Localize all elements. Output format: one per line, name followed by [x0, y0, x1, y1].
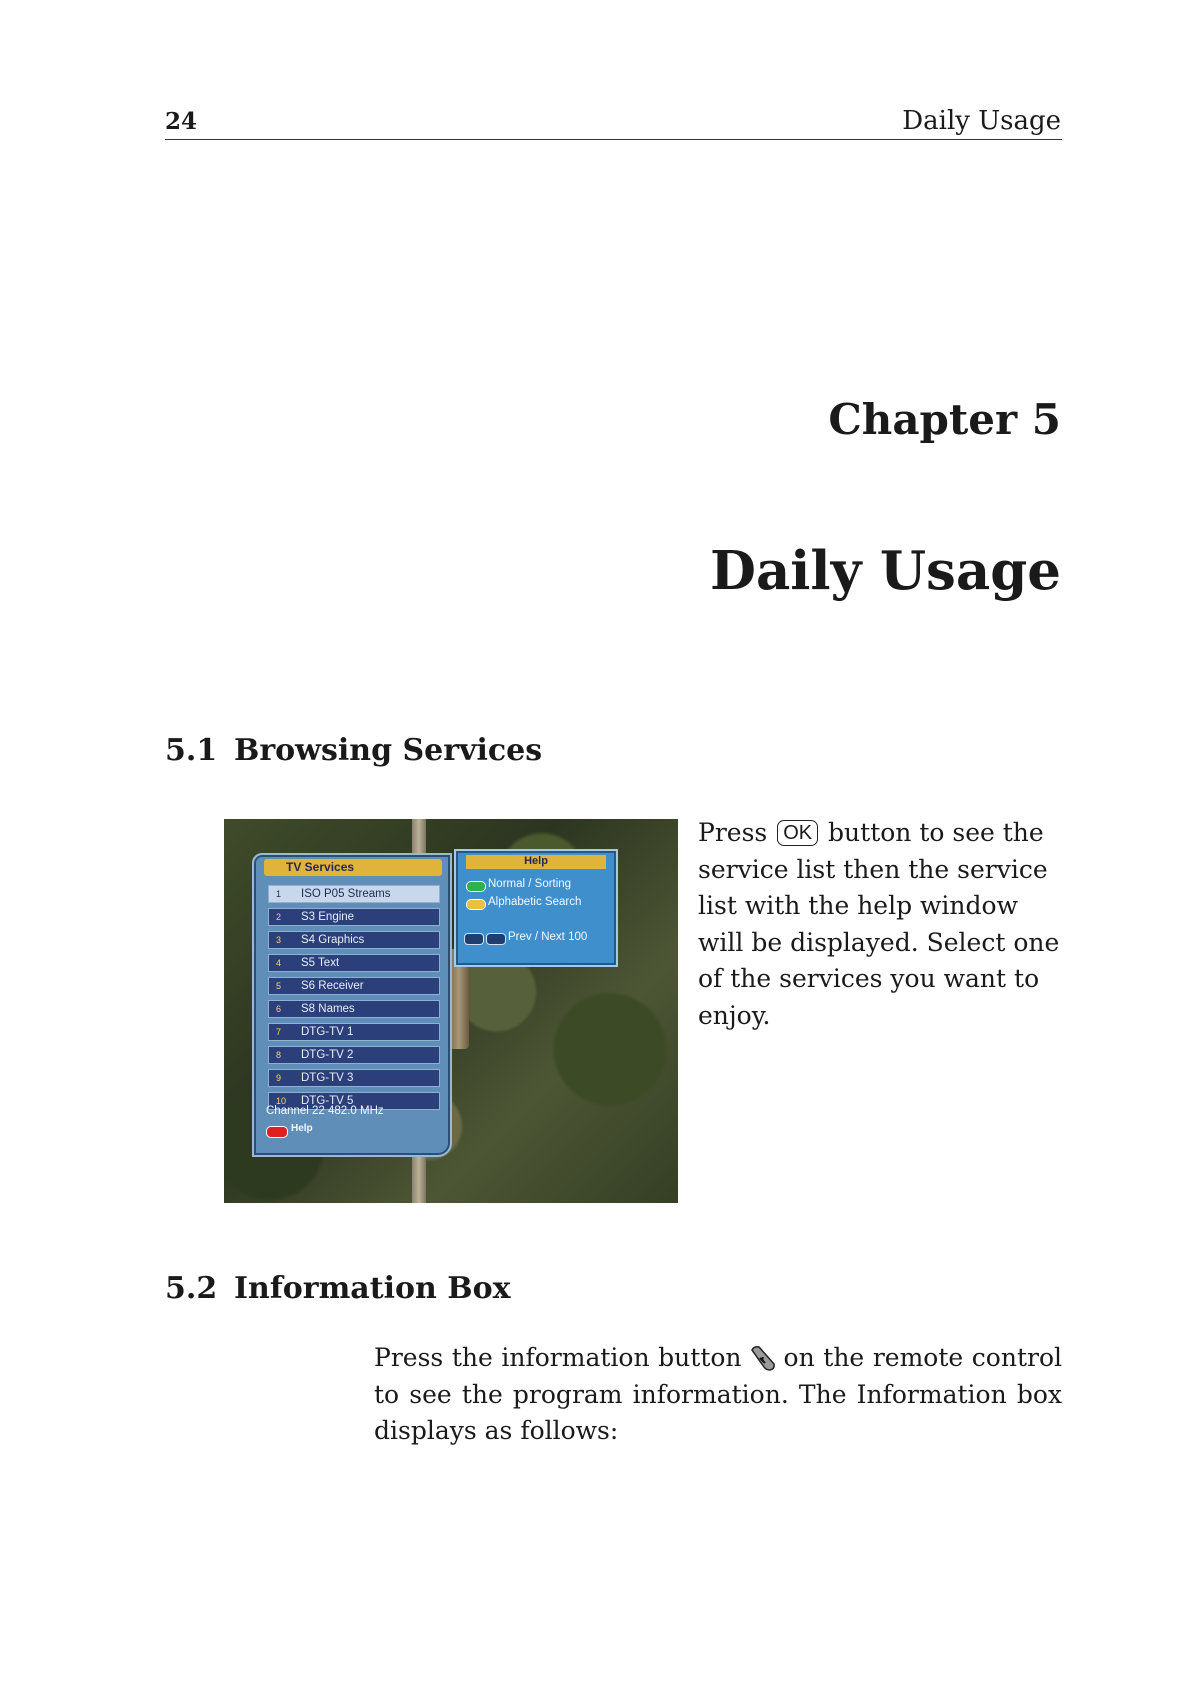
- service-row: 4 S5 Text: [268, 954, 440, 972]
- info-button-icon: [748, 1344, 778, 1372]
- service-row: 5 S6 Receiver: [268, 977, 440, 995]
- red-button-icon: [266, 1126, 288, 1138]
- tv-services-titlebar: [264, 859, 442, 876]
- page-down-key-icon: [486, 933, 506, 945]
- service-row: 1 ISO P05 Streams: [268, 885, 440, 903]
- green-button-icon: [466, 881, 486, 892]
- service-row: 2 S3 Engine: [268, 908, 440, 926]
- help-label: Help: [291, 1123, 313, 1134]
- service-row: 8 DTG-TV 2: [268, 1046, 440, 1064]
- channel-info: Channel 22 482.0 MHz: [266, 1105, 384, 1117]
- service-row: 6 S8 Names: [268, 1000, 440, 1018]
- page-number: 24: [165, 108, 198, 135]
- help-line-normal-sorting: Normal / Sorting: [488, 878, 572, 890]
- ok-key-icon: OK: [777, 820, 818, 846]
- section-title: Browsing Services: [234, 733, 543, 768]
- section-number: 5.1: [165, 733, 218, 768]
- service-row: 9 DTG-TV 3: [268, 1069, 440, 1087]
- section-title: Information Box: [234, 1271, 511, 1306]
- chapter-label: Chapter 5: [828, 395, 1061, 444]
- help-line-alphabetic: Alphabetic Search: [488, 896, 582, 908]
- section-number: 5.2: [165, 1271, 218, 1306]
- tv-services-title: TV Services: [286, 860, 355, 874]
- tv-screenshot: [224, 819, 678, 1203]
- service-list: [268, 885, 440, 1115]
- service-row: 10 DTG-TV 5: [268, 1092, 440, 1110]
- service-row: 3 S4 Graphics: [268, 931, 440, 949]
- header-rule: [165, 139, 1062, 140]
- help-title: Help: [524, 855, 548, 867]
- information-paragraph: Press the information button on the remote control to see the program information. The Information box displays as follows:: [374, 1343, 1062, 1445]
- help-titlebar: [466, 855, 606, 869]
- service-row: 7 DTG-TV 1: [268, 1023, 440, 1041]
- yellow-button-icon: [466, 899, 486, 910]
- tv-services-panel: [252, 853, 452, 1157]
- browsing-paragraph: Press OK button to see the service list then the service list with the help window will be displayed. Select one of the services you want to enjoy.: [698, 818, 1060, 1030]
- chapter-title: Daily Usage: [710, 540, 1061, 602]
- help-panel: [454, 849, 618, 967]
- running-header: Daily Usage: [902, 106, 1061, 136]
- page-up-key-icon: [464, 933, 484, 945]
- help-line-prev-next: Prev / Next 100: [508, 931, 588, 943]
